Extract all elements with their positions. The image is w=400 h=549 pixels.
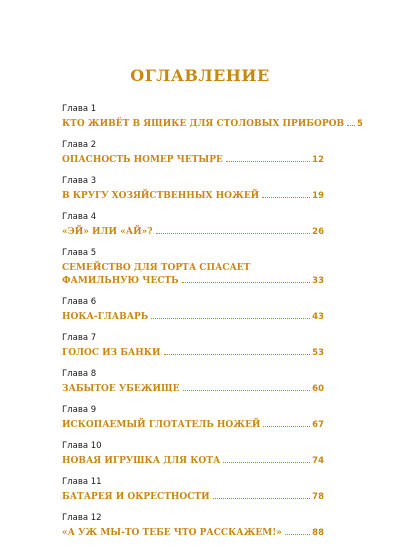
chapter-title: НОКА-ГЛАВАРЬ xyxy=(62,312,149,322)
dot-leader xyxy=(262,197,310,198)
chapter-title: ЗАБЫТОЕ УБЕЖИЩЕ xyxy=(62,384,180,394)
toc-entry[interactable] xyxy=(62,248,324,288)
page-number: 26 xyxy=(312,227,324,237)
chapter-title: «ЭЙ» ИЛИ «АЙ»? xyxy=(62,227,153,237)
toc-entry[interactable] xyxy=(62,104,363,131)
dot-leader xyxy=(285,534,310,535)
dot-leader xyxy=(156,233,311,234)
dot-leader xyxy=(213,498,311,499)
page-number: 43 xyxy=(312,312,324,322)
chapter-number: Глава 6 xyxy=(62,297,97,307)
page-number: 78 xyxy=(312,492,324,502)
toc-entry[interactable] xyxy=(62,441,324,468)
chapter-number: Глава 12 xyxy=(62,513,102,523)
page-number: 12 xyxy=(312,155,324,165)
dot-leader xyxy=(183,390,311,391)
page-number: 88 xyxy=(312,528,324,538)
dot-leader xyxy=(226,161,310,162)
page-number: 60 xyxy=(312,384,324,394)
chapter-number: Глава 9 xyxy=(62,405,97,415)
toc-entry[interactable] xyxy=(62,369,324,396)
chapter-number: Глава 8 xyxy=(62,369,97,379)
chapter-title-line1: СЕМЕЙСТВО ДЛЯ ТОРТА СПАСАЕТ xyxy=(62,263,251,273)
chapter-title: ФАМИЛЬНУЮ ЧЕСТЬ xyxy=(62,276,179,286)
chapter-number: Глава 4 xyxy=(62,212,97,222)
dot-leader xyxy=(263,426,310,427)
toc-entry[interactable] xyxy=(62,405,324,432)
toc-entry[interactable] xyxy=(62,333,324,360)
chapter-number: Глава 10 xyxy=(62,441,102,451)
page-number: 5 xyxy=(357,119,363,129)
page-title: ОГЛАВЛЕНИЕ xyxy=(130,66,270,85)
page-number: 33 xyxy=(312,276,324,286)
dot-leader xyxy=(164,354,311,355)
chapter-number: Глава 7 xyxy=(62,333,97,343)
chapter-title: В КРУГУ ХОЗЯЙСТВЕННЫХ НОЖЕЙ xyxy=(62,191,260,201)
chapter-number: Глава 11 xyxy=(62,477,102,487)
chapter-title: ОПАСНОСТЬ НОМЕР ЧЕТЫРЕ xyxy=(62,155,223,165)
chapter-title: ГОЛОС ИЗ БАНКИ xyxy=(62,348,161,358)
toc-entry[interactable] xyxy=(62,176,324,203)
toc-entry[interactable] xyxy=(62,212,324,239)
page-number: 67 xyxy=(312,420,324,430)
toc-entry[interactable] xyxy=(62,477,324,504)
chapter-title: НОВАЯ ИГРУШКА ДЛЯ КОТА xyxy=(62,456,221,466)
dot-leader xyxy=(223,462,310,463)
dot-leader xyxy=(347,125,355,126)
chapter-number: Глава 2 xyxy=(62,140,97,150)
page-number: 19 xyxy=(312,191,324,201)
page-number: 53 xyxy=(312,348,324,358)
toc-entry[interactable] xyxy=(62,513,324,540)
chapter-title: ИСКОПАЕМЫЙ ГЛОТАТЕЛЬ НОЖЕЙ xyxy=(62,420,261,430)
toc-entry[interactable] xyxy=(62,297,324,324)
chapter-title: КТО ЖИВЁТ В ЯЩИКЕ ДЛЯ СТОЛОВЫХ ПРИБОРОВ xyxy=(62,119,345,129)
chapter-number: Глава 3 xyxy=(62,176,97,186)
chapter-number: Глава 5 xyxy=(62,248,97,258)
table-of-contents xyxy=(62,104,363,549)
page-number: 74 xyxy=(312,456,324,466)
dot-leader xyxy=(182,282,311,283)
chapter-title: «А УЖ МЫ-ТО ТЕБЕ ЧТО РАССКАЖЕМ!» xyxy=(62,528,282,538)
chapter-number: Глава 1 xyxy=(62,104,97,114)
chapter-title: БАТАРЕЯ И ОКРЕСТНОСТИ xyxy=(62,492,210,502)
dot-leader xyxy=(151,318,310,319)
toc-entry[interactable] xyxy=(62,140,324,167)
